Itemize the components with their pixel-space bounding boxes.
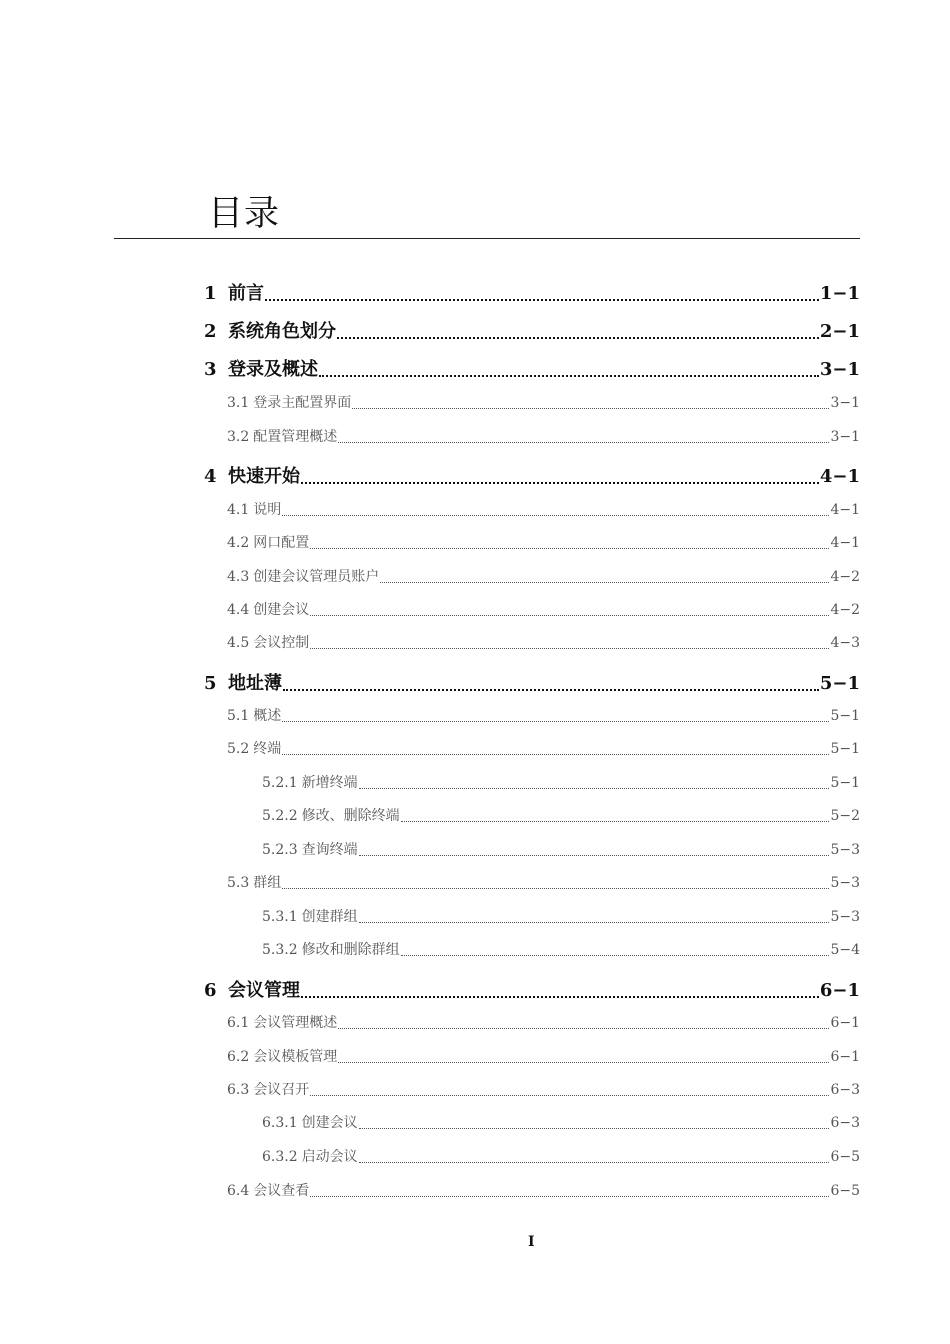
toc-entry-label: 创建会议 — [301, 1115, 358, 1131]
dot-leader — [401, 821, 830, 822]
toc-entry-label: 会议召开 — [253, 1082, 310, 1098]
toc-entry-page: 4−1 — [830, 535, 860, 551]
dot-leader — [359, 1128, 830, 1129]
toc-entry-label: 网口配置 — [253, 535, 310, 551]
toc-entry-page: 4−1 — [819, 466, 860, 487]
toc-entry-number: 6.4 — [227, 1183, 250, 1199]
toc-entry-page: 6−5 — [830, 1183, 860, 1199]
toc-entry-label: 修改、删除终端 — [301, 808, 400, 824]
dot-leader — [352, 408, 829, 409]
toc-entry-number: 6.1 — [227, 1015, 250, 1031]
page-number: I — [528, 1234, 535, 1250]
toc-entry[interactable] — [262, 1146, 860, 1166]
toc-entry[interactable] — [204, 462, 860, 488]
dot-leader — [283, 689, 819, 691]
toc-entry-number: 4.2 — [227, 535, 250, 551]
toc-entry[interactable] — [227, 1012, 860, 1032]
toc-entry-number: 5.2 — [227, 741, 250, 757]
dot-leader — [380, 582, 829, 583]
toc-entry-number: 3.2 — [227, 429, 250, 445]
toc-entry-page: 5−1 — [830, 775, 860, 791]
toc-entry-page: 2−1 — [819, 321, 860, 342]
toc-entry-number: 2 — [204, 321, 217, 342]
dot-leader — [310, 615, 829, 616]
toc-entry-number: 5.1 — [227, 708, 250, 724]
toc-entry-label: 登录及概述 — [228, 359, 318, 380]
toc-entry-label: 前言 — [228, 283, 264, 304]
toc-entry-label: 启动会议 — [301, 1149, 358, 1165]
toc-entry-number: 5 — [204, 673, 217, 694]
dot-leader — [359, 788, 830, 789]
toc-entry[interactable] — [227, 1180, 860, 1200]
toc-entry-number: 5.3.2 — [262, 942, 298, 958]
dot-leader — [337, 337, 819, 339]
toc-entry-page: 5−3 — [830, 909, 860, 925]
toc-entry-page: 6−5 — [830, 1149, 860, 1165]
toc-entry-label: 登录主配置界面 — [253, 395, 352, 411]
toc-entry[interactable] — [262, 939, 860, 959]
toc-entry-label: 创建会议 — [253, 602, 310, 618]
toc-entry[interactable] — [227, 599, 860, 619]
toc-entry[interactable] — [204, 279, 860, 305]
toc-entry-label: 会议管理概述 — [253, 1015, 338, 1031]
toc-entry[interactable] — [227, 1046, 860, 1066]
toc-entry[interactable] — [262, 839, 860, 859]
dot-leader — [301, 482, 819, 484]
toc-entry-label: 系统角色划分 — [228, 321, 336, 342]
toc-entry-page: 6−3 — [830, 1082, 860, 1098]
toc-entry-page: 4−1 — [830, 502, 860, 518]
toc-entry-number: 4.5 — [227, 635, 250, 651]
toc-entry-label: 创建群组 — [301, 909, 358, 925]
dot-leader — [265, 299, 819, 301]
toc-entry-page: 5−2 — [830, 808, 860, 824]
dot-leader — [338, 1028, 829, 1029]
title-divider — [114, 238, 860, 239]
toc-entry[interactable] — [262, 772, 860, 792]
toc-entry-label: 说明 — [253, 502, 282, 518]
toc-entry[interactable] — [227, 426, 860, 446]
toc-entry-number: 4.4 — [227, 602, 250, 618]
toc-entry-page: 4−2 — [830, 569, 860, 585]
dot-leader — [401, 955, 830, 956]
toc-entry-page: 6−1 — [819, 980, 860, 1001]
dot-leader — [282, 888, 829, 889]
toc-entry-label: 地址薄 — [228, 673, 282, 694]
dot-leader — [310, 1196, 829, 1197]
toc-entry[interactable] — [262, 1112, 860, 1132]
toc-entry-page: 3−1 — [819, 359, 860, 380]
dot-leader — [310, 548, 829, 549]
toc-entry-number: 6 — [204, 980, 217, 1001]
toc-entry-number: 6.3.2 — [262, 1149, 298, 1165]
toc-entry-page: 1−1 — [819, 283, 860, 304]
toc-entry-page: 6−3 — [830, 1115, 860, 1131]
toc-entry-number: 6.2 — [227, 1049, 250, 1065]
toc-entry[interactable] — [204, 355, 860, 381]
toc-entry-number: 4 — [204, 466, 217, 487]
toc-entry-page: 4−2 — [830, 602, 860, 618]
toc-entry-number: 3.1 — [227, 395, 250, 411]
toc-entry-label: 终端 — [253, 741, 282, 757]
toc-entry[interactable] — [227, 532, 860, 552]
toc-entry[interactable] — [227, 566, 860, 586]
toc-entry-number: 3 — [204, 359, 217, 380]
toc-entry[interactable] — [204, 669, 860, 695]
toc-entry-label: 概述 — [253, 708, 282, 724]
toc-entry-page: 5−4 — [830, 942, 860, 958]
toc-entry[interactable] — [262, 805, 860, 825]
toc-entry-label: 快速开始 — [228, 466, 300, 487]
toc-entry-number: 4.3 — [227, 569, 250, 585]
toc-entry[interactable] — [227, 499, 860, 519]
toc-entry-page: 6−1 — [830, 1015, 860, 1031]
toc-entry-label: 群组 — [253, 875, 282, 891]
dot-leader — [319, 375, 819, 377]
toc-entry-label: 配置管理概述 — [253, 429, 338, 445]
dot-leader — [359, 1162, 830, 1163]
toc-entry-page: 5−1 — [819, 673, 860, 694]
toc-entry-page: 5−3 — [830, 875, 860, 891]
dot-leader — [310, 1095, 829, 1096]
dot-leader — [282, 515, 829, 516]
toc-entry-page: 5−1 — [830, 741, 860, 757]
toc-entry-page: 5−3 — [830, 842, 860, 858]
dot-leader — [338, 1062, 829, 1063]
toc-entry-label: 会议控制 — [253, 635, 310, 651]
toc-entry[interactable] — [227, 738, 860, 758]
toc-entry[interactable] — [227, 392, 860, 412]
toc-entry-number: 6.3.1 — [262, 1115, 298, 1131]
toc-entry[interactable] — [227, 872, 860, 892]
dot-leader — [359, 855, 830, 856]
toc-entry-page: 3−1 — [830, 395, 860, 411]
toc-entry-number: 5.2.2 — [262, 808, 298, 824]
dot-leader — [310, 648, 829, 649]
dot-leader — [282, 721, 829, 722]
toc-entry[interactable] — [227, 705, 860, 725]
toc-entry-label: 新增终端 — [301, 775, 358, 791]
toc-entry[interactable] — [227, 1079, 860, 1099]
toc-entry-page: 3−1 — [830, 429, 860, 445]
toc-entry-number: 5.2.1 — [262, 775, 298, 791]
toc-entry-label: 会议管理 — [228, 980, 300, 1001]
toc-entry-number: 5.3.1 — [262, 909, 298, 925]
toc-entry-label: 查询终端 — [301, 842, 358, 858]
toc-entry[interactable] — [227, 632, 860, 652]
toc-entry[interactable] — [262, 906, 860, 926]
toc-entry-number: 5.2.3 — [262, 842, 298, 858]
toc-entry-label: 会议模板管理 — [253, 1049, 338, 1065]
dot-leader — [338, 442, 829, 443]
toc-entry-number: 1 — [204, 283, 217, 304]
toc-entry-number: 5.3 — [227, 875, 250, 891]
toc-entry-label: 会议查看 — [253, 1183, 310, 1199]
dot-leader — [301, 996, 819, 998]
dot-leader — [359, 922, 830, 923]
toc-entry-label: 创建会议管理员账户 — [253, 569, 380, 585]
toc-entry[interactable] — [204, 317, 860, 343]
toc-entry-page: 4−3 — [830, 635, 860, 651]
toc-entry-number: 4.1 — [227, 502, 250, 518]
toc-entry-label: 修改和删除群组 — [301, 942, 400, 958]
toc-entry[interactable] — [204, 976, 860, 1002]
dot-leader — [282, 754, 829, 755]
toc-entry-page: 6−1 — [830, 1049, 860, 1065]
page-title: 目录 — [208, 194, 281, 234]
toc-entry-page: 5−1 — [830, 708, 860, 724]
toc-entry-number: 6.3 — [227, 1082, 250, 1098]
